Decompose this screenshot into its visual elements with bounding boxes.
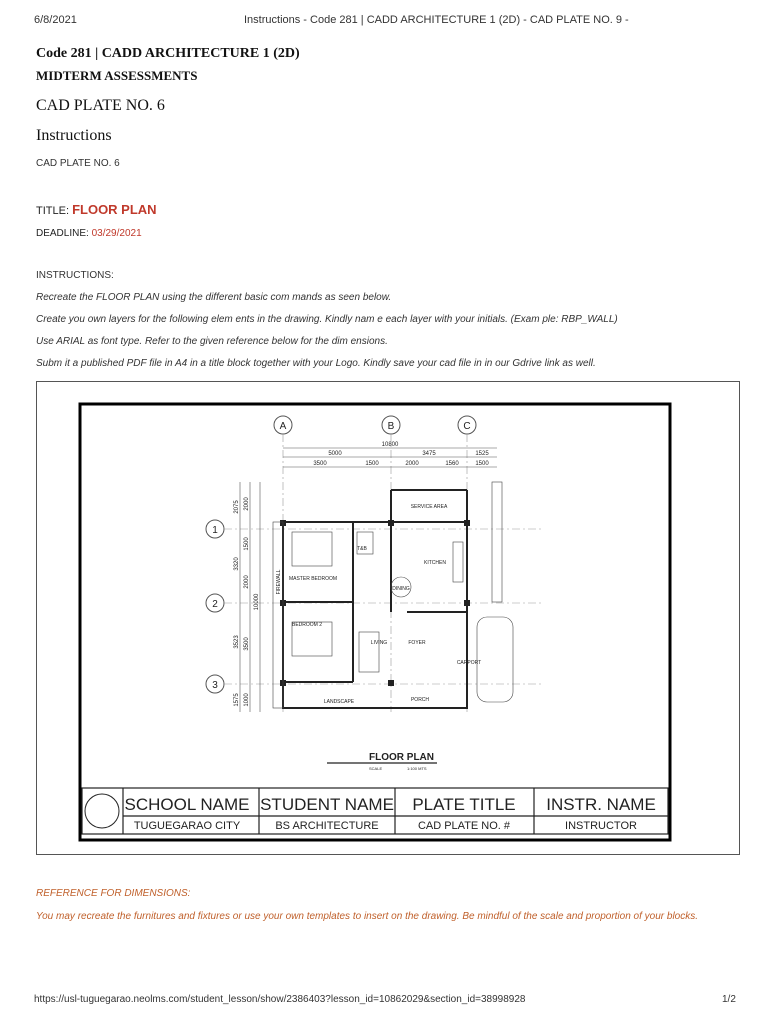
- instruction-item: Use ARIAL as font type. Refer to the given reference below for the dim ensions.: [36, 336, 388, 347]
- firewall-label: FIREWALL: [276, 569, 282, 595]
- page-number: 1/2: [722, 994, 736, 1005]
- footer-url[interactable]: https://usl-tuguegarao.neolms.com/student_lesson/show/2386403?lesson_id=10862029&section_id=38998928: [34, 994, 526, 1005]
- room-label: FOYER: [408, 640, 426, 646]
- floor-plan-drawing: [37, 382, 739, 854]
- grid-bubble-a: [274, 416, 292, 434]
- title-field: [36, 202, 157, 217]
- title-block-header: SCHOOL NAME: [124, 795, 250, 814]
- title-block-value: TUGUEGARAO CITY: [133, 820, 241, 832]
- print-date: 6/8/2021: [34, 14, 77, 26]
- room-label: LIVING: [370, 640, 388, 646]
- room-label: T&B: [357, 546, 367, 552]
- grid-bubble-c: [458, 416, 476, 434]
- dimension-text: 1500: [475, 461, 489, 467]
- dimension-text: 1525: [475, 451, 489, 457]
- instructions-heading: INSTRUCTIONS:: [36, 270, 114, 281]
- room-label: LANDSCAPE: [323, 699, 355, 705]
- dimension-text: 1500: [365, 461, 379, 467]
- grid-letter: A: [279, 421, 287, 432]
- dimension-text: 1000: [244, 693, 250, 707]
- room-label: MASTER BEDROOM: [288, 576, 338, 582]
- grid-lines: [224, 434, 542, 712]
- title-block-value: INSTRUCTOR: [565, 820, 637, 832]
- overall-dimension: 10800: [381, 442, 399, 448]
- subtitle: MIDTERM ASSESSMENTS: [36, 68, 198, 83]
- dimension-text: 3523: [234, 635, 240, 649]
- instruction-item: Recreate the FLOOR PLAN using the different basic com mands as seen below.: [36, 292, 392, 303]
- room-label: DINING: [392, 586, 410, 592]
- room-label: BEDROOM 2: [291, 622, 323, 628]
- drawing-frame: [36, 381, 740, 855]
- scale-label: SCALE: [369, 766, 383, 771]
- deadline-label: DEADLINE:: [36, 228, 89, 239]
- grid-letter: C: [463, 421, 471, 432]
- title-field-value: FLOOR PLAN: [72, 202, 157, 217]
- dimension-text: 5000: [328, 451, 342, 457]
- room-label: SERVICE AREA: [410, 504, 448, 510]
- scale-value: 1:100 MTS: [407, 766, 427, 771]
- dimension-text: 2075: [234, 500, 240, 514]
- dimension-text: 2000: [244, 497, 250, 511]
- room-label: CARPORT: [456, 660, 482, 666]
- dimension-text: 3500: [244, 637, 250, 651]
- instruction-item: Create you own layers for the following elem ents in the drawing. Kindly nam e each layer with your initials. (Exam ple: RBP_WALL): [36, 314, 618, 325]
- dimension-text: 3475: [422, 451, 436, 457]
- grid-number: 3: [212, 680, 218, 691]
- print-title: Instructions - Code 281 | CADD ARCHITECTURE 1 (2D) - CAD PLATE NO. 9 -: [244, 14, 629, 26]
- grid-bubble-2: [206, 594, 224, 612]
- room-label: KITCHEN: [424, 560, 446, 566]
- room-label: PORCH: [410, 697, 430, 703]
- dimension-text: 3500: [313, 461, 327, 467]
- title-block-header: INSTR. NAME: [546, 795, 656, 814]
- plate-label: CAD PLATE NO. 6: [36, 158, 120, 169]
- overall-dimension-left: 10000: [254, 593, 260, 611]
- title-field-label: TITLE:: [36, 205, 70, 217]
- plate-title: CAD PLATE NO. 6: [36, 97, 165, 114]
- title-block-header: STUDENT NAME: [260, 795, 394, 814]
- dimension-text: 2000: [244, 575, 250, 589]
- grid-number: 2: [212, 599, 218, 610]
- title-block-value: BS ARCHITECTURE: [275, 820, 379, 832]
- dimension-text: 2000: [405, 461, 419, 467]
- reference-heading: REFERENCE FOR DIMENSIONS:: [36, 888, 191, 899]
- grid-number: 1: [212, 525, 218, 536]
- course-title: Code 281 | CADD ARCHITECTURE 1 (2D): [36, 46, 300, 61]
- dimension-text: 1560: [445, 461, 459, 467]
- dimension-text: 1575: [234, 693, 240, 707]
- title-block-header: PLATE TITLE: [412, 795, 516, 814]
- furniture: [292, 482, 513, 702]
- instruction-item: Subm it a published PDF file in A4 in a title block together with your Logo. Kindly save your cad file in in our Gdrive link as well.: [36, 358, 596, 369]
- grid-bubble-3: [206, 675, 224, 693]
- section-heading: Instructions: [36, 127, 112, 144]
- walls: [283, 490, 467, 708]
- deadline-value: 03/29/2021: [91, 228, 142, 239]
- grid-bubble-1: [206, 520, 224, 538]
- plan-label: FLOOR PLAN: [369, 752, 434, 763]
- deadline-field: [36, 228, 142, 239]
- grid-letter: B: [387, 421, 395, 432]
- dimension-text: 1500: [244, 537, 250, 551]
- title-block-value: CAD PLATE NO. #: [417, 820, 511, 832]
- dimension-text: 3320: [234, 557, 240, 571]
- grid-bubble-b: [382, 416, 400, 434]
- reference-text: You may recreate the furnitures and fixtures or use your own templates to insert on the drawing. Be mindful of the scale and proportion of your blocks.: [36, 911, 699, 922]
- sheet-border: [80, 404, 670, 840]
